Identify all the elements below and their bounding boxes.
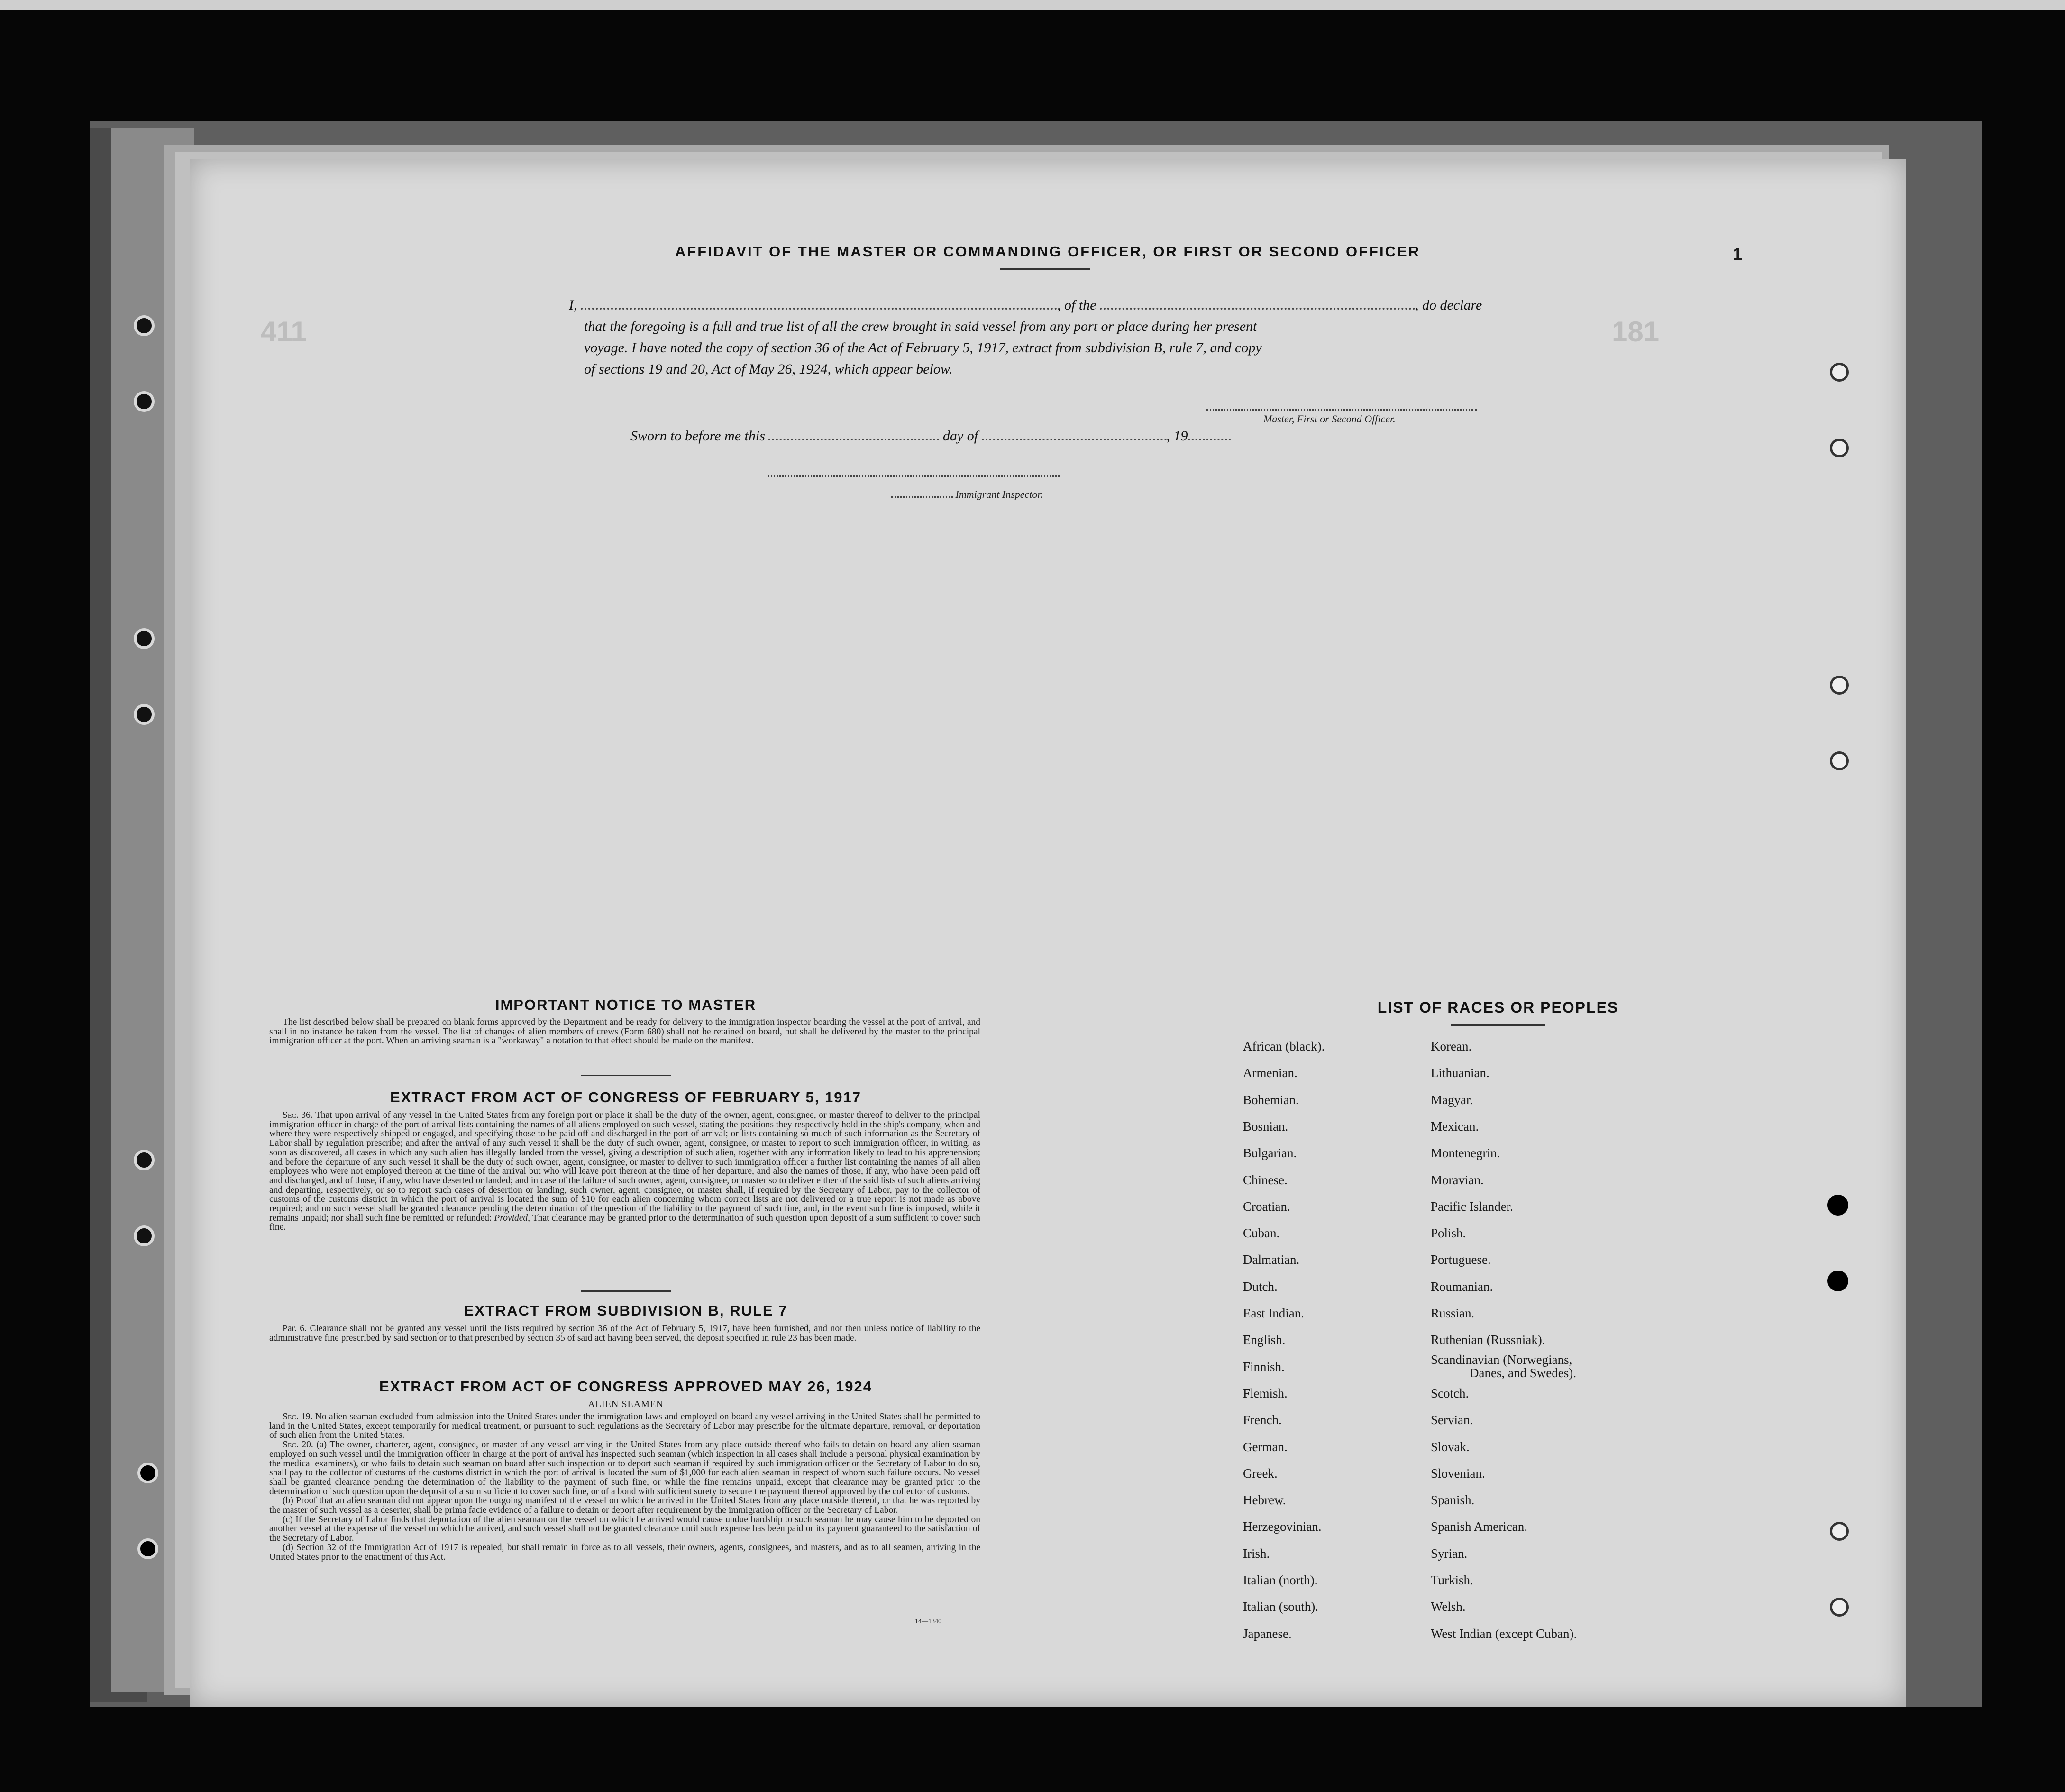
race-item: Dalmatian. [1243, 1253, 1300, 1267]
race-item: Cuban. [1243, 1226, 1280, 1241]
inspector-name-blank [891, 496, 953, 498]
race-item: Japanese. [1243, 1626, 1292, 1641]
binder-hole [1830, 363, 1849, 382]
binder-hole [137, 1538, 158, 1559]
races-title: LIST OF RACES OR PEOPLES [1377, 999, 1619, 1016]
sec-19-text: No alien seaman excluded from admission into the United States under the immigration laws and employed on board any vessel arriving in the United States shall be permitted to land in the United States, except temporarily for medical treatment, or pursuant to such regulations as the Secretary of Labor may prescribe for the ultimate departure, removal, or deportation of such alien from the United States. [269, 1412, 980, 1441]
sworn-before-label: Sworn to before me this [630, 428, 765, 444]
rule7-paragraph: Par. 6. Clearance shall not be granted any vessel until the lists required by section 36 of the Act of February 5, 1917, have been furnished, and not then unless notice of liability to the administrative fine prescribed by said section or to that prescribed by section 35 of said act having been served, the deposit specified in rule 23 has been made. [269, 1324, 980, 1343]
sec-20c-text: (c) If the Secretary of Labor finds that deportation of the alien seaman on the vessel on which he arrived would cause undue hardship to such seaman he may cause him to be deported on another vessel at the expense of the vessel on which he arrived, and such vessel shall not be granted clearance until such expense has been paid or its payment guaranteed to the satisfaction of the Secretary of Labor. [269, 1514, 980, 1544]
proviso-label: Provided, [494, 1213, 530, 1223]
affidavit-title: AFFIDAVIT OF THE MASTER OR COMMANDING OFFICER, OR FIRST OR SECOND OFFICER [675, 243, 1421, 260]
race-item: Hebrew. [1243, 1493, 1286, 1508]
inspector-caption: Immigrant Inspector. [955, 488, 1043, 500]
proviso-text: That clearance may be granted prior to the determination of such question upon deposit of a sum sufficient to cover such fine. [269, 1213, 980, 1233]
race-item: Magyar. [1431, 1092, 1473, 1107]
race-item: Slovenian. [1431, 1466, 1485, 1481]
race-item: Greek. [1243, 1466, 1278, 1481]
form-number: 14—1340 [915, 1618, 941, 1625]
master-name-blank [581, 308, 1057, 310]
sworn-day-blank [768, 439, 939, 440]
sec-20-label: Sec. 20. [283, 1440, 313, 1450]
affidavit-i: I, [569, 297, 577, 313]
affidavit-line-2: that the foregoing is a full and true list of all the crew brought in said vessel from any port or place during her present [584, 319, 1257, 334]
extract-1924-title: EXTRACT FROM ACT OF CONGRESS APPROVED MAY 26, 1924 [379, 1378, 872, 1395]
binder-hole [1830, 676, 1849, 695]
race-item: Servian. [1431, 1413, 1473, 1427]
race-item: Herzegovinian. [1243, 1519, 1322, 1534]
race-item: Croatian. [1243, 1199, 1290, 1214]
year-prefix: , 19 [1166, 428, 1188, 444]
race-item: Moravian. [1431, 1172, 1484, 1187]
extract-1917-title: EXTRACT FROM ACT OF CONGRESS OF FEBRUARY 5, 1917 [390, 1089, 861, 1106]
race-item: Spanish American. [1431, 1519, 1527, 1534]
race-item: Flemish. [1243, 1386, 1288, 1400]
affidavit-do-declare: , do declare [1415, 297, 1482, 313]
race-item: Syrian. [1431, 1546, 1468, 1561]
extract-rule7-title: EXTRACT FROM SUBDIVISION B, RULE 7 [464, 1302, 788, 1319]
section-rule [581, 1290, 671, 1292]
race-item: Turkish. [1431, 1573, 1473, 1587]
race-item: Korean. [1431, 1039, 1472, 1053]
bleed-through-mark: 411 [261, 316, 307, 347]
race-item: French. [1243, 1413, 1282, 1427]
scan-edge [0, 0, 2065, 10]
binder-hole [134, 704, 155, 725]
binder-hole [1830, 1598, 1849, 1617]
race-item: Italian (south). [1243, 1600, 1318, 1614]
race-item: Welsh. [1431, 1600, 1466, 1614]
day-of-label: day of [942, 428, 978, 444]
sec-20a-text: (a) The owner, charterer, agent, consignee, or master of any vessel arriving in the United States from any place outside thereof who fails to detain on board any alien seaman employed on such vessel until the immigration officer in charge at the port of arrival has inspected such seaman (which inspection in all cases shall include a personal physical examination by the medical examiners), or who fails to detain such seaman on board after such inspection or to deport such seaman if required by such immigration officer or the Secretary of Labor to do so, shall pay to the collector of customs of the customs district in which the port of arrival is located the sum of $1,000 for each alien seaman in respect of whom such failure occurs. No vessel shall be granted clearance pending the determination of the liability to the payment of such fine, or while the fine remains unpaid, except that clearance may be granted prior to the determination of such question upon the deposit of a sum sufficient to cover such fine, or of a bond with sufficient surety to secure the payment thereof approved by the collector of customs. [269, 1440, 981, 1497]
race-item: Bulgarian. [1243, 1146, 1297, 1161]
binder-hole [134, 315, 155, 336]
manifest-page [190, 159, 1906, 1707]
binder-hole [1827, 1271, 1848, 1291]
binder-hole [134, 1225, 155, 1246]
bleed-through-mark: 181 [1612, 316, 1660, 347]
race-item: Irish. [1243, 1546, 1270, 1561]
race-item: Montenegrin. [1431, 1146, 1500, 1161]
race-item: Spanish. [1431, 1493, 1475, 1508]
race-item: Portuguese. [1431, 1253, 1491, 1267]
sec-19-label: Sec. 19. [283, 1412, 313, 1422]
race-item: Ruthenian (Russniak). [1431, 1333, 1545, 1347]
binder-hole [1827, 1195, 1848, 1216]
master-signature-line [1206, 409, 1477, 411]
alien-seamen-subtitle: ALIEN SEAMEN [588, 1399, 664, 1409]
affidavit-line-4: of sections 19 and 20, Act of May 26, 1924, which appear below. [584, 361, 953, 377]
race-item: Finnish. [1243, 1359, 1285, 1374]
binder-hole [1830, 1522, 1849, 1541]
race-item: African (black). [1243, 1039, 1325, 1053]
race-item: Dutch. [1243, 1279, 1278, 1294]
extract-rule7-text [269, 1324, 980, 1343]
sworn-year-blank [1188, 439, 1231, 440]
race-item: Bohemian. [1243, 1092, 1299, 1107]
race-item: Bosnian. [1243, 1119, 1288, 1134]
vessel-name-blank [1100, 308, 1415, 310]
binder-hole [1830, 439, 1849, 457]
race-item: Scotch. [1431, 1386, 1469, 1400]
affidavit-line-3: voyage. I have noted the copy of section 36 of the Act of February 5, 1917, extract from subdivision B, rule 7, and copy [584, 340, 1262, 356]
sworn-line [630, 428, 1231, 444]
affidavit-of-the: , of the [1057, 297, 1096, 313]
race-item: Slovak. [1431, 1439, 1470, 1454]
master-caption: Master, First or Second Officer. [1263, 413, 1396, 425]
race-item: West Indian (except Cuban). [1431, 1626, 1577, 1641]
extract-1924-text [269, 1412, 980, 1562]
extract-1917-text [269, 1111, 980, 1232]
page-number: 1 [1733, 244, 1743, 264]
notice-title: IMPORTANT NOTICE TO MASTER [495, 997, 757, 1013]
binder-hole [1830, 751, 1849, 770]
race-item: Armenian. [1243, 1066, 1297, 1080]
section-rule [581, 1075, 671, 1076]
race-item: English. [1243, 1333, 1286, 1347]
sec-20d-text: (d) Section 32 of the Immigration Act of 1917 is repealed, but shall remain in force as to all vessels, their owners, agents, consignees, and masters, and as to all seamen, arriving in the United States prior to the enactment of this Act. [269, 1542, 980, 1562]
race-item: Mexican. [1431, 1119, 1479, 1134]
inspector-caption-row [891, 488, 1043, 501]
race-item: Chinese. [1243, 1172, 1288, 1187]
race-item: Italian (north). [1243, 1573, 1318, 1587]
title-rule [1000, 268, 1090, 270]
race-item: Scandinavian (Norwegians, Danes, and Swedes). [1431, 1352, 1576, 1380]
race-item: Roumanian. [1431, 1279, 1493, 1294]
races-title-rule [1451, 1024, 1545, 1026]
race-item: Lithuanian. [1431, 1066, 1489, 1080]
race-item: East Indian. [1243, 1306, 1304, 1320]
binder-hole [134, 1150, 155, 1170]
race-item: Pacific Islander. [1431, 1199, 1513, 1214]
race-item: Polish. [1431, 1226, 1466, 1241]
affidavit-line-1 [569, 297, 1482, 313]
binder-hole [134, 391, 155, 412]
sec-20b-text: (b) Proof that an alien seaman did not appear upon the outgoing manifest of the vessel on which he arrived in the United States from any place outside thereof, or that he was reported by the master of such vessel as a deserter, shall be prima facie evidence of a failure to detain or deport after requirement by the immigration officer or the Secretary of Labor. [269, 1496, 980, 1516]
race-item: Russian. [1431, 1306, 1475, 1320]
notice-text [269, 1018, 980, 1046]
sworn-month-blank [982, 439, 1167, 440]
binder-hole [134, 628, 155, 649]
inspector-signature-line [768, 475, 1060, 477]
sec-36-text: That upon arrival of any vessel in the United States from any foreign port or place it shall be the duty of the owner, agent, consignee, or master thereof to deliver to the principal immigration officer in charge of the port of arrival lists containing the names of all aliens employed on such vessel, stating the positions they respectively hold in the ship's company, when and where they were respectively shipped or engaged, and specifying those to be paid off and discharged in the port of arrival; or lists containing so much of such information as the Secretary of Labor shall by regulation prescribe; and after the arrival of any such vessel it shall be the duty of such owner, agent, consignee, or master to report to such immigration officer, in writing, as soon as discovered, all cases in which any such alien has illegally landed from the vessel, giving a description of such alien, together with any information likely to lead to his apprehension; and before the departure of any such vessel it shall be the duty of such owner, agent, consignee, or master to deliver to such immigration officer a further list containing the names of all alien employees who were not employed thereon at the time of the arrival but who will leave port thereon at the time of her departure, and also the names of those, if any, who have been paid off and discharged, and of those, if any, who have deserted or landed; and in case of the failure of such owner, agent, consignee, or master so to deliver either of the said lists of such aliens arriving and departing, respectively, or so to report such cases of desertion or landing, such owner, agent, consignee, or master shall, if required by the Secretary of Labor, pay to the collector of customs of the customs district in which the port of arrival is located the sum of $10 for each alien concerning whom correct lists are not delivered or a true report is not made as above required; and no such vessel shall be granted clearance pending the determination of the question of the liability to the payment of such fine, and, in the event such fine is imposed, while it remains unpaid; nor shall such fine be remitted or refunded: [269, 1110, 980, 1223]
sec-36-label: Sec. 36. [283, 1110, 313, 1120]
race-item: German. [1243, 1439, 1288, 1454]
notice-paragraph: The list described below shall be prepared on blank forms approved by the Department and be ready for delivery to the immigration inspector boarding the vessel at the port of arrival, and shall in no instance be taken from the vessel. The list of changes of alien members of crews (Form 680) shall not be retained on board, but shall be delivered by the master to the principal immigration officer at the port. When an arriving seaman is a "workaway" a notation to that effect should be made on the manifest. [269, 1017, 980, 1046]
binder-hole [137, 1463, 158, 1483]
